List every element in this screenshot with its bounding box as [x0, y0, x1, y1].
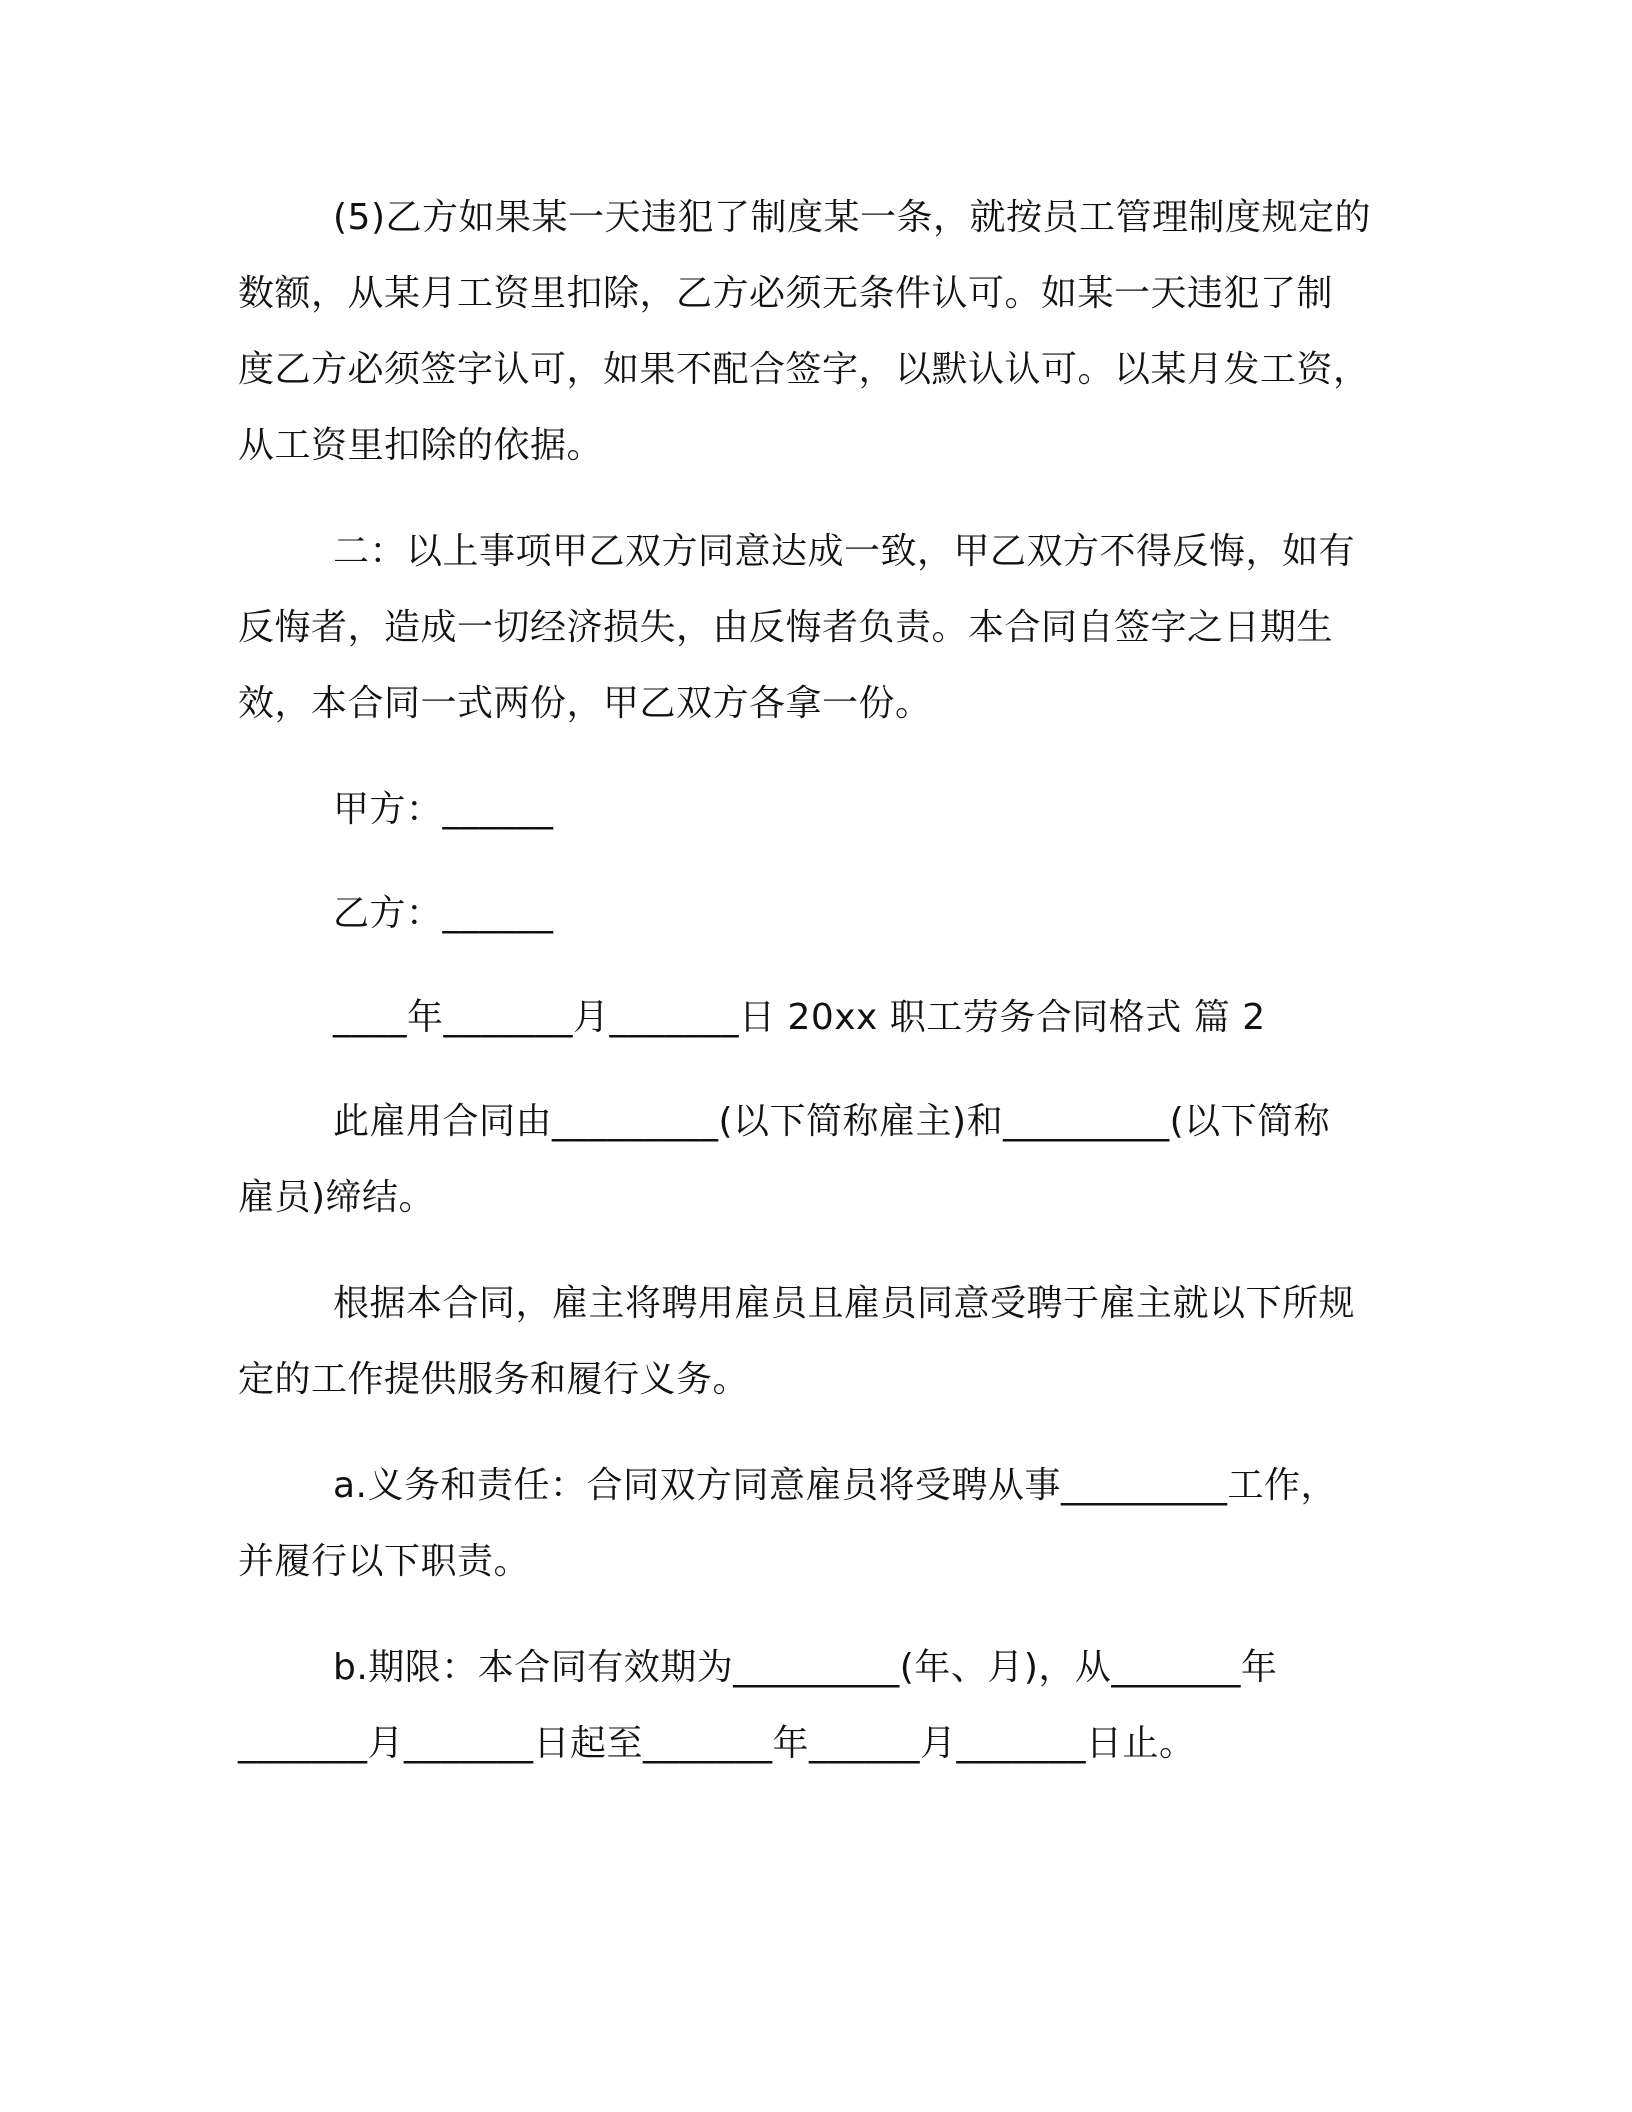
date-and-heading: ____年_______月_______日 20xx 职工劳务合同格式 篇 2 [333, 997, 1266, 1038]
clause-b-line-2: _______月_______日起至_______年______月_______日止。 [238, 1723, 1196, 1764]
section-two-line-3: 效，本合同一式两份，甲乙双方各拿一份。 [238, 683, 932, 724]
section-two-line-1: 二：以上事项甲乙双方同意达成一致，甲乙双方不得反悔，如有 [333, 531, 1356, 572]
section-two-line-2: 反悔者，造成一切经济损失，由反悔者负责。本合同自签字之日期生 [238, 607, 1334, 648]
contract-intro-line-2: 雇员)缔结。 [238, 1177, 436, 1218]
clause-a-line-1: a.义务和责任：合同双方同意雇员将受聘从事_________工作， [333, 1465, 1338, 1506]
agreement-line-1: 根据本合同，雇主将聘用雇员且雇员同意受聘于雇主就以下所规 [333, 1283, 1356, 1324]
clause-a-line-2: 并履行以下职责。 [238, 1541, 531, 1582]
party-a-signature: 甲方：______ [333, 789, 554, 830]
paragraph-5-line-4: 从工资里扣除的依据。 [238, 425, 604, 466]
paragraph-5-line-2: 数额，从某月工资里扣除，乙方必须无条件认可。如某一天违犯了制 [238, 273, 1334, 314]
paragraph-5-line-3: 度乙方必须签字认可，如果不配合签字，以默认认可。以某月发工资， [238, 349, 1370, 390]
party-b-signature: 乙方：______ [333, 893, 554, 934]
paragraph-5-line-1: (5)乙方如果某一天违犯了制度某一条，就按员工管理制度规定的 [333, 197, 1371, 238]
clause-b-line-1: b.期限：本合同有效期为_________(年、月)，从_______年 [333, 1647, 1278, 1688]
agreement-line-2: 定的工作提供服务和履行义务。 [238, 1359, 750, 1400]
contract-intro-line-1: 此雇用合同由_________(以下简称雇主)和_________(以下简称 [333, 1101, 1331, 1142]
